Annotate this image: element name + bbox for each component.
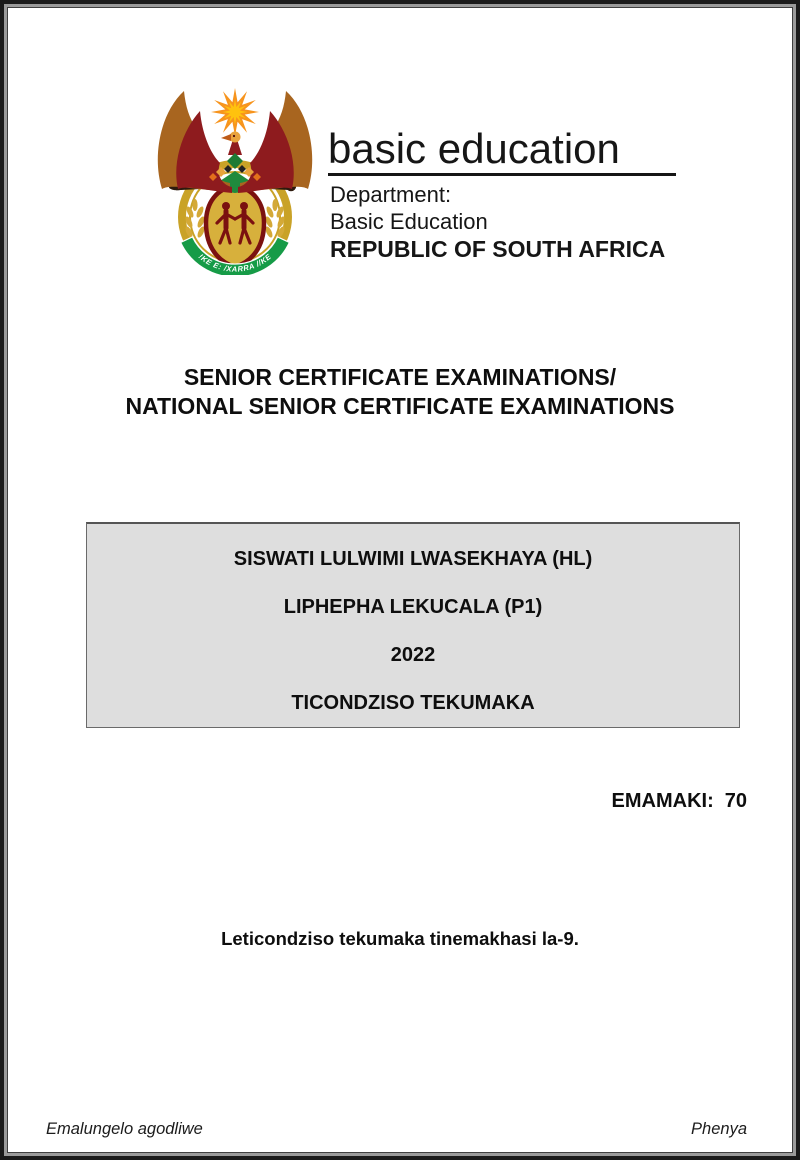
department-block (330, 181, 665, 263)
wordmark-underline (328, 173, 676, 176)
department-label: Department: (330, 182, 452, 207)
subject-name: SISWATI LULWIMI LWASEKHAYA (HL) (233, 548, 593, 570)
footer-copyright: Emalungelo agodliwe (46, 1120, 203, 1138)
marks-label: EMAMAKI: (611, 790, 714, 812)
exam-title-line1: SENIOR CERTIFICATE EXAMINATIONS/ (183, 364, 617, 390)
paper-name: LIPHEPHA LEKUCALA (P1) (283, 596, 543, 618)
coat-of-arms-motto: !KE E: /XARRA //KE (196, 251, 274, 274)
exam-title (8, 363, 792, 421)
subject-box (86, 522, 740, 728)
marks-value: 70 (724, 790, 747, 812)
exam-title-line2: NATIONAL SENIOR CERTIFICATE EXAMINATIONS (125, 393, 675, 419)
country-name: REPUBLIC OF SOUTH AFRICA (330, 236, 666, 262)
page-content (7, 7, 793, 1153)
exam-year: 2022 (390, 644, 436, 666)
footer-page-turn: Phenya (691, 1120, 747, 1138)
south-africa-coat-of-arms-logo (150, 85, 320, 275)
page-border (4, 4, 796, 1156)
marks-total (567, 767, 747, 836)
wordmark-basic-education: basic education (328, 125, 620, 172)
pages-note: Leticondziso tekumaka tinemakhasi la-9. (221, 928, 579, 949)
department-name: Basic Education (330, 209, 488, 234)
document-type: TICONDZISO TEKUMAKA (291, 692, 535, 714)
